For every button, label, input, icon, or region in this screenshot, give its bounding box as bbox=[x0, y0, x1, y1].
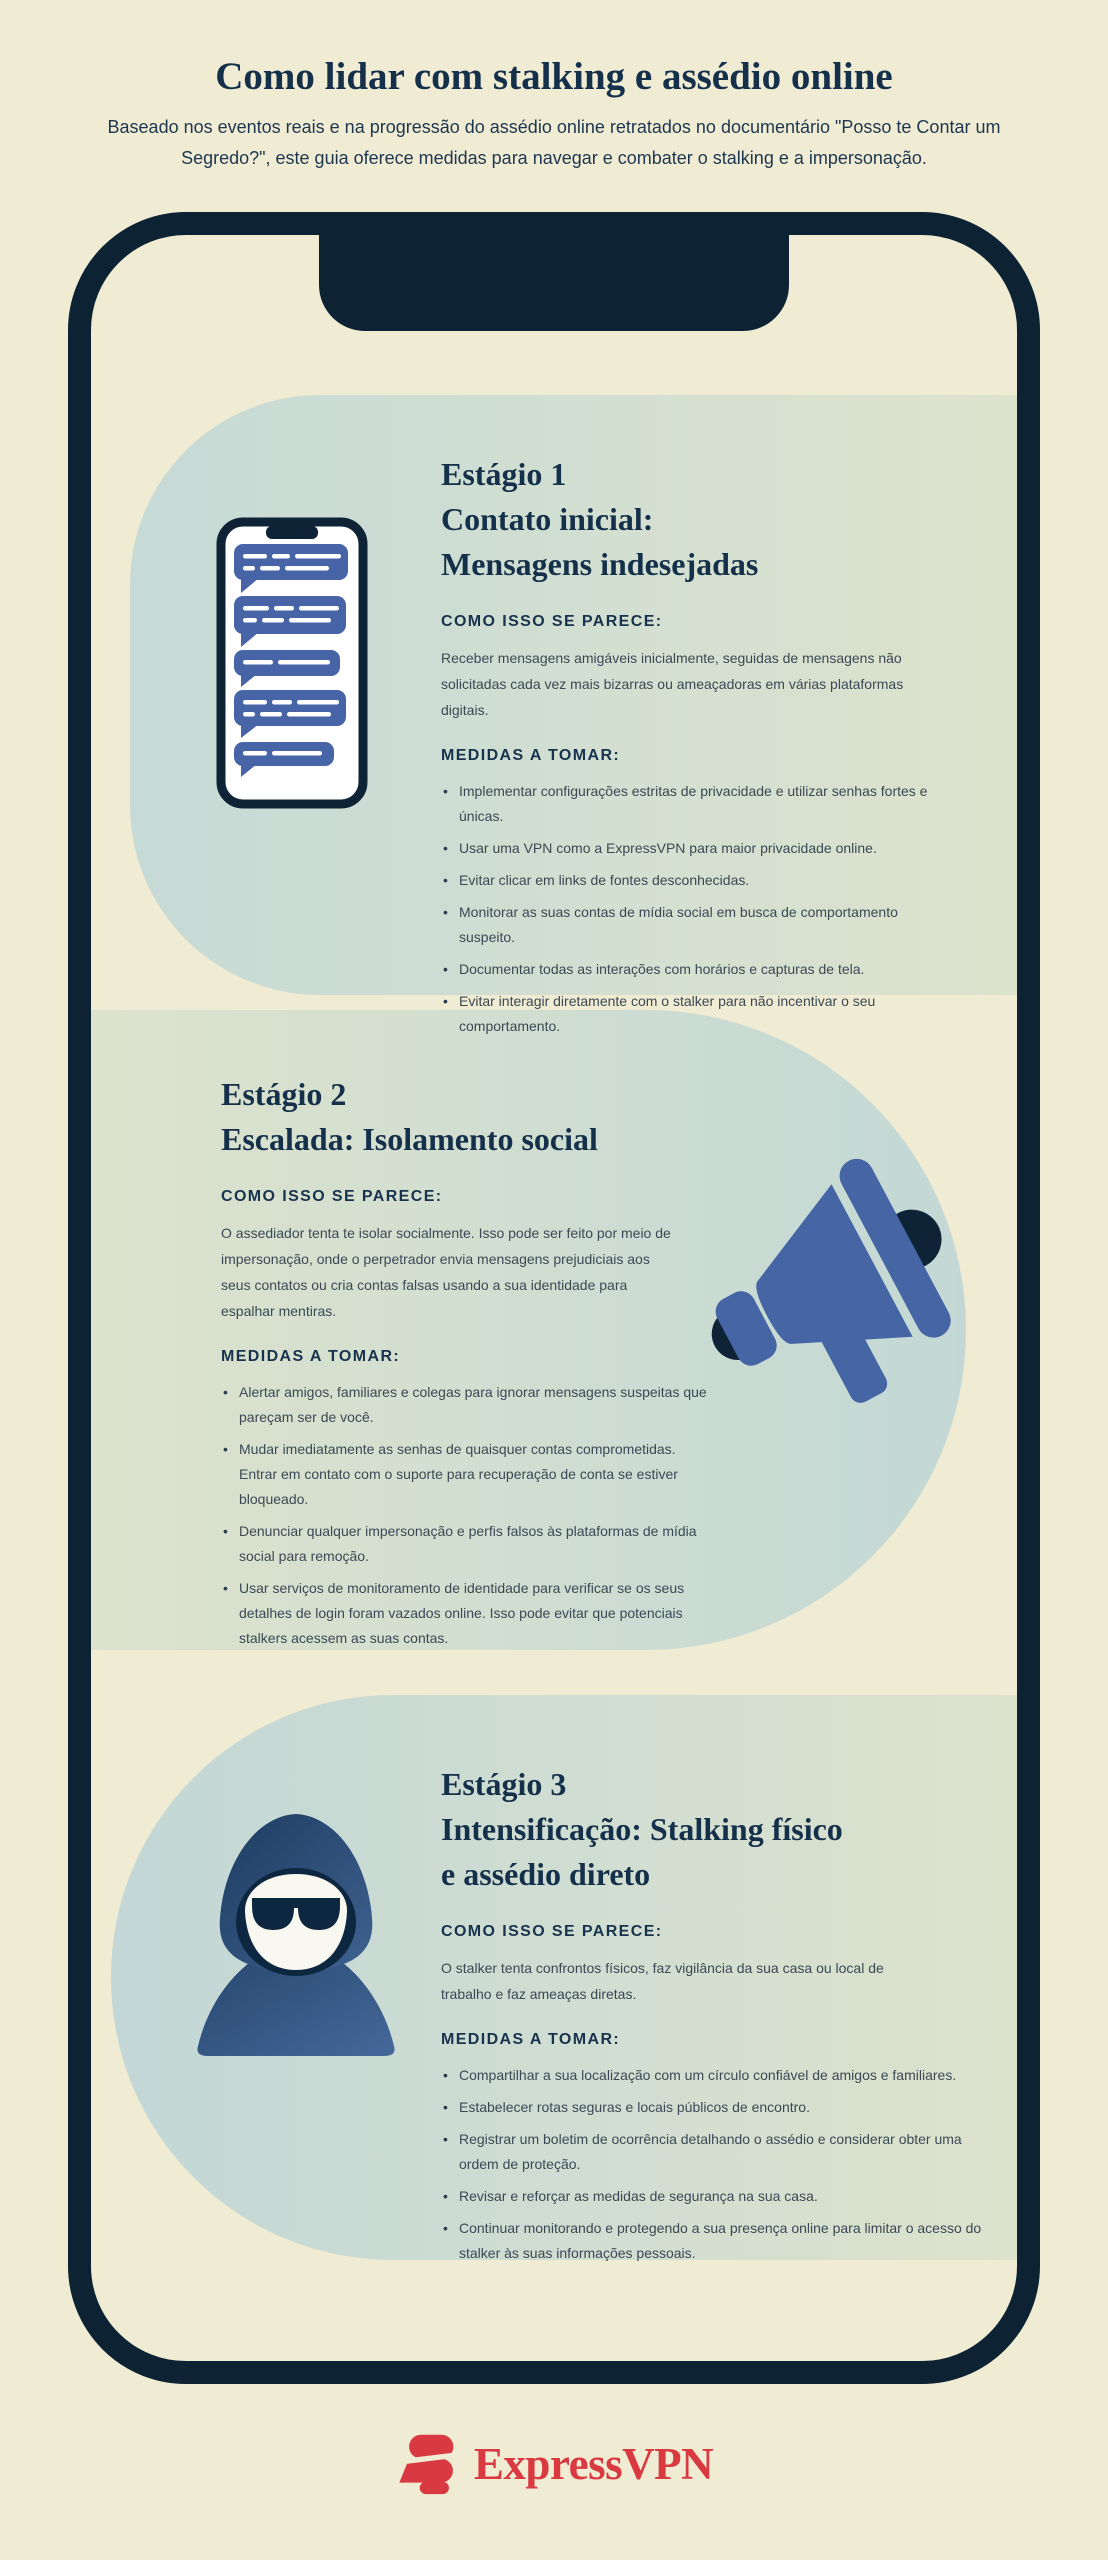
expressvpn-wordmark: ExpressVPN bbox=[473, 2439, 714, 2489]
action-item: • Evitar clicar em links de fontes desconhecidas. bbox=[441, 868, 946, 893]
how-it-looks-label: COMO ISSO SE PARECE: bbox=[441, 1923, 663, 1941]
stage-title-line: Contato inicial: bbox=[441, 500, 654, 537]
actions-list bbox=[441, 779, 946, 1039]
action-item: • Compartilhar a sua localização com um círculo confiável de amigos e familiares. bbox=[441, 2063, 1001, 2088]
expressvpn-logo bbox=[395, 2432, 713, 2496]
action-item: • Denunciar qualquer impersonação e perfis falsos às plataformas de mídia social para remoção. bbox=[221, 1519, 711, 1569]
stage-title-line: Mensagens indesejadas bbox=[441, 545, 759, 582]
action-item: • Continuar monitorando e protegendo a sua presença online para limitar o acesso do stalker às suas informações pessoais. bbox=[441, 2216, 1001, 2266]
stage-description: O stalker tenta confrontos físicos, faz vigilância da sua casa ou local de trabalho e faz ameaças diretas. bbox=[441, 1960, 884, 2003]
action-item: • Alertar amigos, familiares e colegas para ignorar mensagens suspeitas que pareçam ser de você. bbox=[221, 1380, 711, 1430]
action-item: • Evitar interagir diretamente com o stalker para não incentivar o seu comportamento. bbox=[441, 989, 946, 1039]
stage-1-section bbox=[441, 425, 946, 1046]
expressvpn-logo-icon bbox=[395, 2432, 457, 2496]
stage-title bbox=[221, 1072, 711, 1162]
stage-title-line: Estágio 3 bbox=[441, 1765, 567, 1802]
actions-label: MEDIDAS A TOMAR: bbox=[441, 2031, 621, 2049]
stage-title-line: e assédio direto bbox=[441, 1855, 651, 1892]
action-item: • Monitorar as suas contas de mídia social em busca de comportamento suspeito. bbox=[441, 900, 946, 950]
page-subtitle: Baseado nos eventos reais e na progressão do assédio online retratados no documentário "Posso te Contar um Segredo?", este guia oferece medidas para navegar e combater o stalking e a impersonação. bbox=[107, 117, 1001, 168]
how-it-looks-label: COMO ISSO SE PARECE: bbox=[441, 613, 663, 631]
action-item: • Implementar configurações estritas de privacidade e utilizar senhas fortes e únicas. bbox=[441, 779, 946, 829]
stage-title-line: Escalada: Isolamento social bbox=[221, 1120, 598, 1157]
how-it-looks-label: COMO ISSO SE PARECE: bbox=[221, 1188, 443, 1206]
stage-2-section bbox=[221, 1045, 711, 1658]
phone-frame bbox=[68, 212, 1040, 2384]
megaphone-icon bbox=[691, 1150, 961, 1420]
phone-messages-icon bbox=[216, 517, 368, 809]
stage-title bbox=[441, 452, 946, 587]
page-title: Como lidar com stalking e assédio online bbox=[215, 55, 893, 99]
action-item: • Mudar imediatamente as senhas de quaisquer contas comprometidas. Entrar em contato com o suporte para recuperação de conta se estiver bloqueado. bbox=[221, 1437, 711, 1512]
action-item: • Estabelecer rotas seguras e locais públicos de encontro. bbox=[441, 2095, 1001, 2120]
phone-screen bbox=[91, 235, 1017, 2361]
stalker-hood-icon bbox=[176, 1800, 416, 2060]
actions-label: MEDIDAS A TOMAR: bbox=[221, 1348, 401, 1366]
actions-label: MEDIDAS A TOMAR: bbox=[441, 747, 621, 765]
action-item: • Usar serviços de monitoramento de identidade para verificar se os seus detalhes de login foram vazados online. Isso pode evitar que potenciais stalkers acessem as suas contas. bbox=[221, 1576, 711, 1651]
stage-description: O assediador tenta te isolar socialmente. Isso pode ser feito por meio de impersonação, onde o perpetrador envia mensagens prejudiciais aos seus contatos ou cria contas falsas usando a sua identidade para espalhar mentiras. bbox=[221, 1225, 671, 1320]
stage-title-line: Intensificação: Stalking físico bbox=[441, 1810, 843, 1847]
phone-notch bbox=[319, 235, 789, 331]
action-item: • Registrar um boletim de ocorrência detalhando o assédio e considerar obter uma ordem de proteção. bbox=[441, 2127, 1001, 2177]
action-item: • Documentar todas as interações com horários e capturas de tela. bbox=[441, 957, 946, 982]
actions-list bbox=[221, 1380, 711, 1651]
stage-3-section bbox=[441, 1735, 1001, 2273]
action-item: • Usar uma VPN como a ExpressVPN para maior privacidade online. bbox=[441, 836, 946, 861]
stage-title bbox=[441, 1762, 1001, 1897]
stage-title-line: Estágio 1 bbox=[441, 455, 567, 492]
stage-description: Receber mensagens amigáveis inicialmente, seguidas de mensagens não solicitadas cada vez mais bizarras ou ameaçadoras em várias plataformas digitais. bbox=[441, 650, 904, 719]
action-item: • Revisar e reforçar as medidas de segurança na sua casa. bbox=[441, 2184, 1001, 2209]
actions-list bbox=[441, 2063, 1001, 2266]
stage-title-line: Estágio 2 bbox=[221, 1075, 347, 1112]
